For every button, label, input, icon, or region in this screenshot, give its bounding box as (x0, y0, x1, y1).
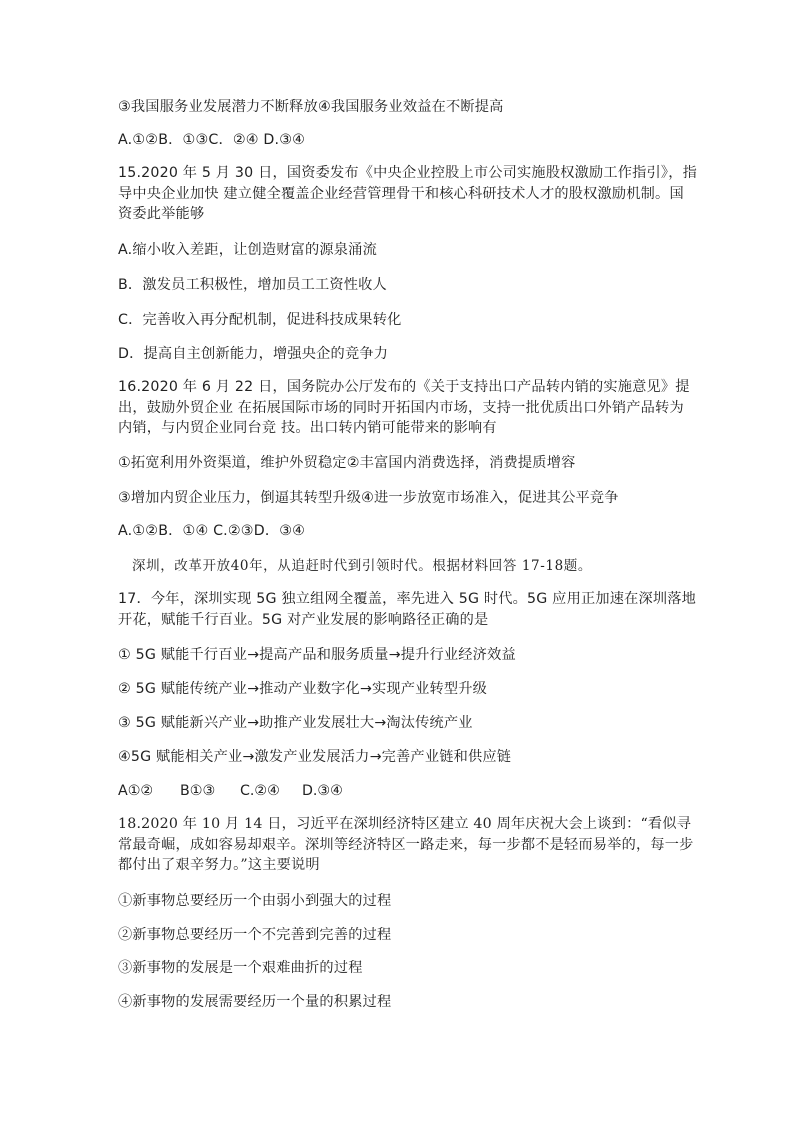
question-18-item-4: ④新事物的发展需要经历一个量的积累过程 (118, 994, 392, 1010)
question-18-item-1: ①新事物总要经历一个由弱小到强大的过程 (118, 893, 392, 909)
answer-17-d: D.③④ (302, 783, 343, 799)
question-18-stem: 18.2020 年 10 月 14 日，习近平在深圳经济特区建立 40 周年庆祝大会上谈到：“看似寻常最奇崛，成如容易却艰辛。深圳等经济特区一路走来，每一步都不是轻而易举的，每一步都付出了艰辛努力。”这主要说明 (118, 816, 694, 873)
answer-17-a: A①② (118, 783, 154, 799)
question-16-stem: 16.2020 年 6 月 22 日，国务院办公厅发布的《关于支持出口产品转内销的实施意见》提出，鼓励外贸企业 在拓展国际市场的同时开拓国内市场，支持一批优质出口外销产品转为内销，与内贸企业同台竞 技。出口转内销可能带来的影响有 (118, 379, 690, 436)
answer-choices-17 (118, 781, 343, 801)
answer-choices-16: A.①②B．①④ C.②③D．③④ (118, 523, 306, 539)
material-intro: 深圳，改革开放40年，从追赶时代到引领时代。根据材料回答 17-18题。 (132, 558, 592, 574)
answer-17-c: C.②④ (240, 783, 280, 799)
question-17-item-2: ② 5G 赋能传统产业→推动产业数字化→实现产业转型升级 (118, 681, 488, 697)
question-18-item-3: ③新事物的发展是一个艰难曲折的过程 (118, 960, 363, 976)
question-17-stem: 17．今年，深圳实现 5G 独立组网全覆盖，率先进入 5G 时代。5G 应用正加速在深圳落地开花，赋能千行百业。5G 对产业发展的影响路径正确的是 (118, 591, 697, 628)
question-16-items-3-4: ③增加内贸企业压力，倒逼其转型升级④进一步放宽市场准入，促进其公平竞争 (118, 490, 619, 506)
question-15-option-b: B．激发员工积极性，增加员工工资性收人 (118, 277, 387, 293)
question-17-item-3: ③ 5G 赋能新兴产业→助推产业发展壮大→淘汰传统产业 (118, 715, 473, 731)
question-15-option-c: C．完善收入再分配机制，促进科技成果转化 (118, 312, 402, 328)
question-18-item-2: ②新事物总要经历一个不完善到完善的过程 (118, 927, 392, 943)
answer-17-b: B①③ (180, 783, 216, 799)
answer-choices-14: A.①②B．①③C．②④ D.③④ (118, 132, 306, 148)
question-15-option-d: D．提高自主创新能力，增强央企的竞争力 (118, 346, 389, 362)
question-17-item-1: ① 5G 赋能千行百业→提高产品和服务质量→提升行业经济效益 (118, 647, 516, 663)
option-line-3-4: ③我国服务业发展潜力不断释放④我国服务业效益在不断提高 (118, 99, 504, 115)
question-15-stem: 15.2020 年 5 月 30 日，国资委发布《中央企业控股上市公司实施股权激励工作指引》，指导中央企业加快 建立健全覆盖企业经营管理骨干和核心科研技术人才的股权激励机制。国资委此举能够 (118, 165, 697, 222)
question-16-items-1-2: ①拓宽利用外资渠道，维护外贸稳定②丰富国内消费选择，消费提质增容 (118, 455, 576, 471)
question-17-item-4: ④5G 赋能相关产业→激发产业发展活力→完善产业链和供应链 (118, 749, 512, 765)
question-15-option-a: A.缩小收入差距，让创造财富的源泉涌流 (118, 242, 377, 258)
